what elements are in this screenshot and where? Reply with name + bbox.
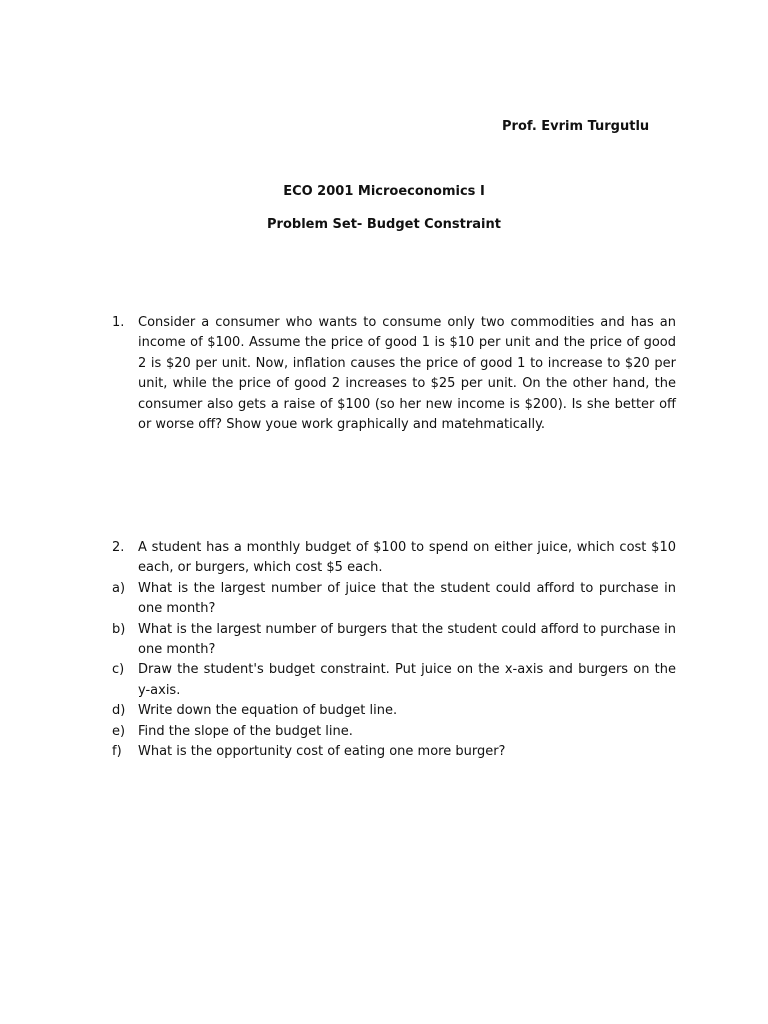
part-text: Draw the student's budget constraint. Put juice on the x-axis and burgers on the y-axis.	[138, 662, 676, 698]
question-2-part-e	[112, 722, 676, 742]
question-2-part-b	[112, 620, 676, 661]
question-2-part-f	[112, 742, 676, 762]
question-2-text: A student has a monthly budget of $100 to spend on either juice, which cost $10 each, or burgers, which cost $5 each.	[138, 540, 676, 576]
part-text: Write down the equation of budget line.	[138, 703, 398, 719]
question-1-item	[112, 313, 676, 435]
question-2-part-c	[112, 660, 676, 701]
part-marker: d)	[112, 703, 126, 719]
course-title: ECO 2001 Microeconomics I	[283, 184, 485, 199]
question-2	[112, 538, 676, 762]
author-name: Prof. Evrim Turgutlu	[502, 119, 650, 134]
part-marker: e)	[112, 723, 126, 739]
part-marker: f)	[112, 744, 122, 760]
part-text: Find the slope of the budget line.	[138, 723, 353, 739]
question-2-part-a	[112, 579, 676, 620]
question-1-number: 1.	[112, 315, 125, 330]
problem-set-title: Problem Set- Budget Constraint	[267, 217, 501, 232]
question-2-part-d	[112, 701, 676, 721]
question-2-number: 2.	[112, 540, 125, 555]
part-marker: b)	[112, 621, 126, 637]
question-1	[112, 313, 676, 435]
part-marker: c)	[112, 662, 125, 678]
part-marker: a)	[112, 580, 126, 596]
question-2-item	[112, 538, 676, 579]
part-text: What is the largest number of burgers that the student could afford to purchase in one month?	[138, 621, 676, 658]
question-1-text: Consider a consumer who wants to consume only two commodities and has an income of $100. Assume the price of good 1 is $10 per unit and the price of good 2 is $20 per unit. Now, inflation causes the price of good 1 to increase to $20 per unit, while the price of good 2 increases to $25 per unit. On the other hand, the consumer also gets a raise of $100 (so her new income is $200). Is she better off or worse off? Show youe work graphically and matehmatically.	[138, 315, 676, 433]
part-text: What is the largest number of juice that the student could afford to purchase in one month?	[138, 580, 676, 617]
part-text: What is the opportunity cost of eating one more burger?	[138, 744, 506, 760]
